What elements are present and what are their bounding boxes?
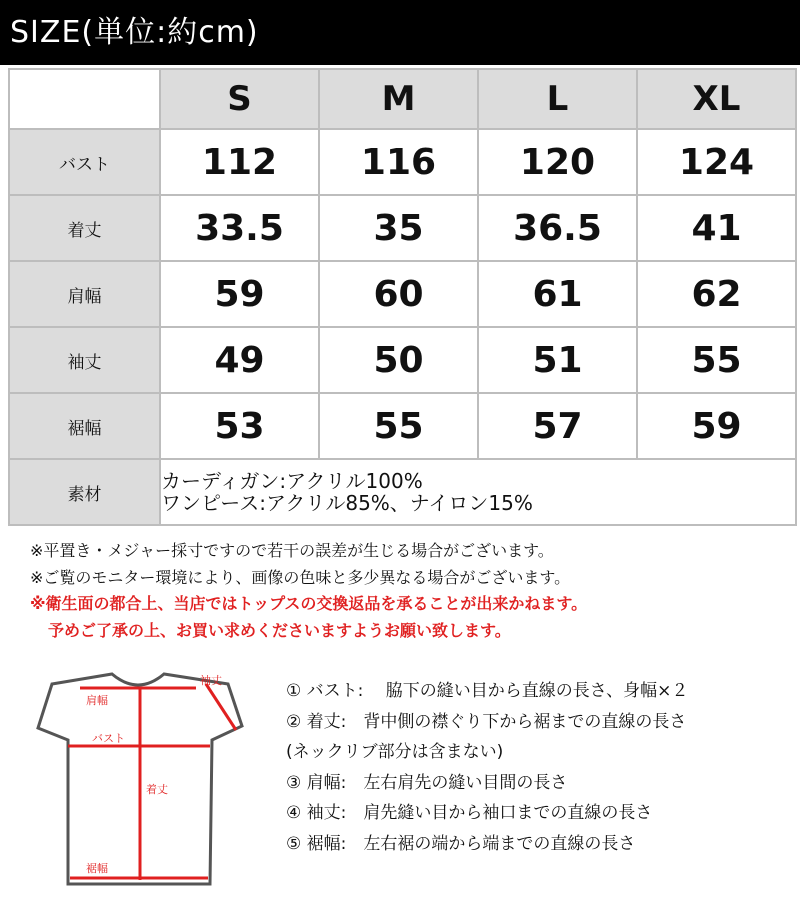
table-cell: 62 [637,261,796,327]
table-cell: 124 [637,129,796,195]
material-cell [160,459,796,525]
definition-bust: ① バスト: 脇下の縫い目から直線の長さ、身幅×２ [286,681,689,701]
table-cell: 116 [319,129,478,195]
row-label-material: 素材 [9,459,160,525]
table-cell: 41 [637,195,796,261]
table-cell: 33.5 [160,195,319,261]
label-bust: バスト [92,732,125,745]
table-cell: 120 [478,129,637,195]
definition-length: ② 着丈: 背中側の襟ぐり下から裾までの直線の長さ [286,711,687,732]
material-line-cardigan: カーディガン:アクリル100% [161,469,423,493]
size-col-l: L [478,69,637,129]
label-hem: 裾幅 [86,862,108,875]
label-shoulder: 肩幅 [86,694,108,707]
table-row [9,327,796,393]
note-monitor: ※ご覧のモニター環境により、画像の色味と多少異なる場合がございます。 [30,567,571,587]
row-label-bust: バスト [9,129,160,195]
table-row [9,393,796,459]
row-label-length: 着丈 [9,195,160,261]
table-cell: 35 [319,195,478,261]
tshirt-illustration [0,658,290,893]
label-length: 着丈 [146,783,168,796]
material-row [9,459,796,525]
note-measurement: ※平置き・メジャー採寸ですので若干の誤差が生じる場合がございます。 [30,541,554,560]
definition-shoulder: ③ 肩幅: 左右肩先の縫い目間の長さ [286,772,568,793]
table-cell: 55 [319,393,478,459]
row-label-shoulder: 肩幅 [9,261,160,327]
table-cell: 57 [478,393,637,459]
table-cell: 112 [160,129,319,195]
table-row [9,195,796,261]
size-title: SIZE(単位:約cm) [10,15,259,50]
table-cell: 59 [637,393,796,459]
measurement-definitions [286,676,796,859]
size-table [8,68,797,526]
definition-length-note: (ネックリブ部分は含まない) [286,742,504,762]
size-header-row [9,69,796,129]
definition-sleeve: ④ 袖丈: 肩先縫い目から袖口までの直線の長さ [286,803,653,823]
note-return-policy: ※衛生面の都合上、当店ではトップスの交換返品を承ることが出来かねます。 [30,594,588,613]
row-label-hem: 裾幅 [9,393,160,459]
corner-cell [9,69,160,129]
table-cell: 55 [637,327,796,393]
table-cell: 60 [319,261,478,327]
garment-diagram [0,658,290,893]
table-row [9,129,796,195]
definition-hem: ⑤ 裾幅: 左右裾の端から端までの直線の長さ [286,833,636,854]
size-col-m: M [319,69,478,129]
table-cell: 51 [478,327,637,393]
table-cell: 50 [319,327,478,393]
table-cell: 53 [160,393,319,459]
table-cell: 36.5 [478,195,637,261]
table-cell: 59 [160,261,319,327]
size-col-s: S [160,69,319,129]
note-apology: 予めご了承の上、お買い求めくださいますようお願い致します。 [48,620,511,640]
row-label-sleeve: 袖丈 [9,327,160,393]
label-sleeve: 袖丈 [200,674,222,687]
size-header [0,0,800,65]
notes [30,538,790,644]
table-cell: 49 [160,327,319,393]
size-col-xl: XL [637,69,796,129]
table-row [9,261,796,327]
material-line-onepiece: ワンピース:アクリル85%、ナイロン15% [161,491,533,515]
table-cell: 61 [478,261,637,327]
